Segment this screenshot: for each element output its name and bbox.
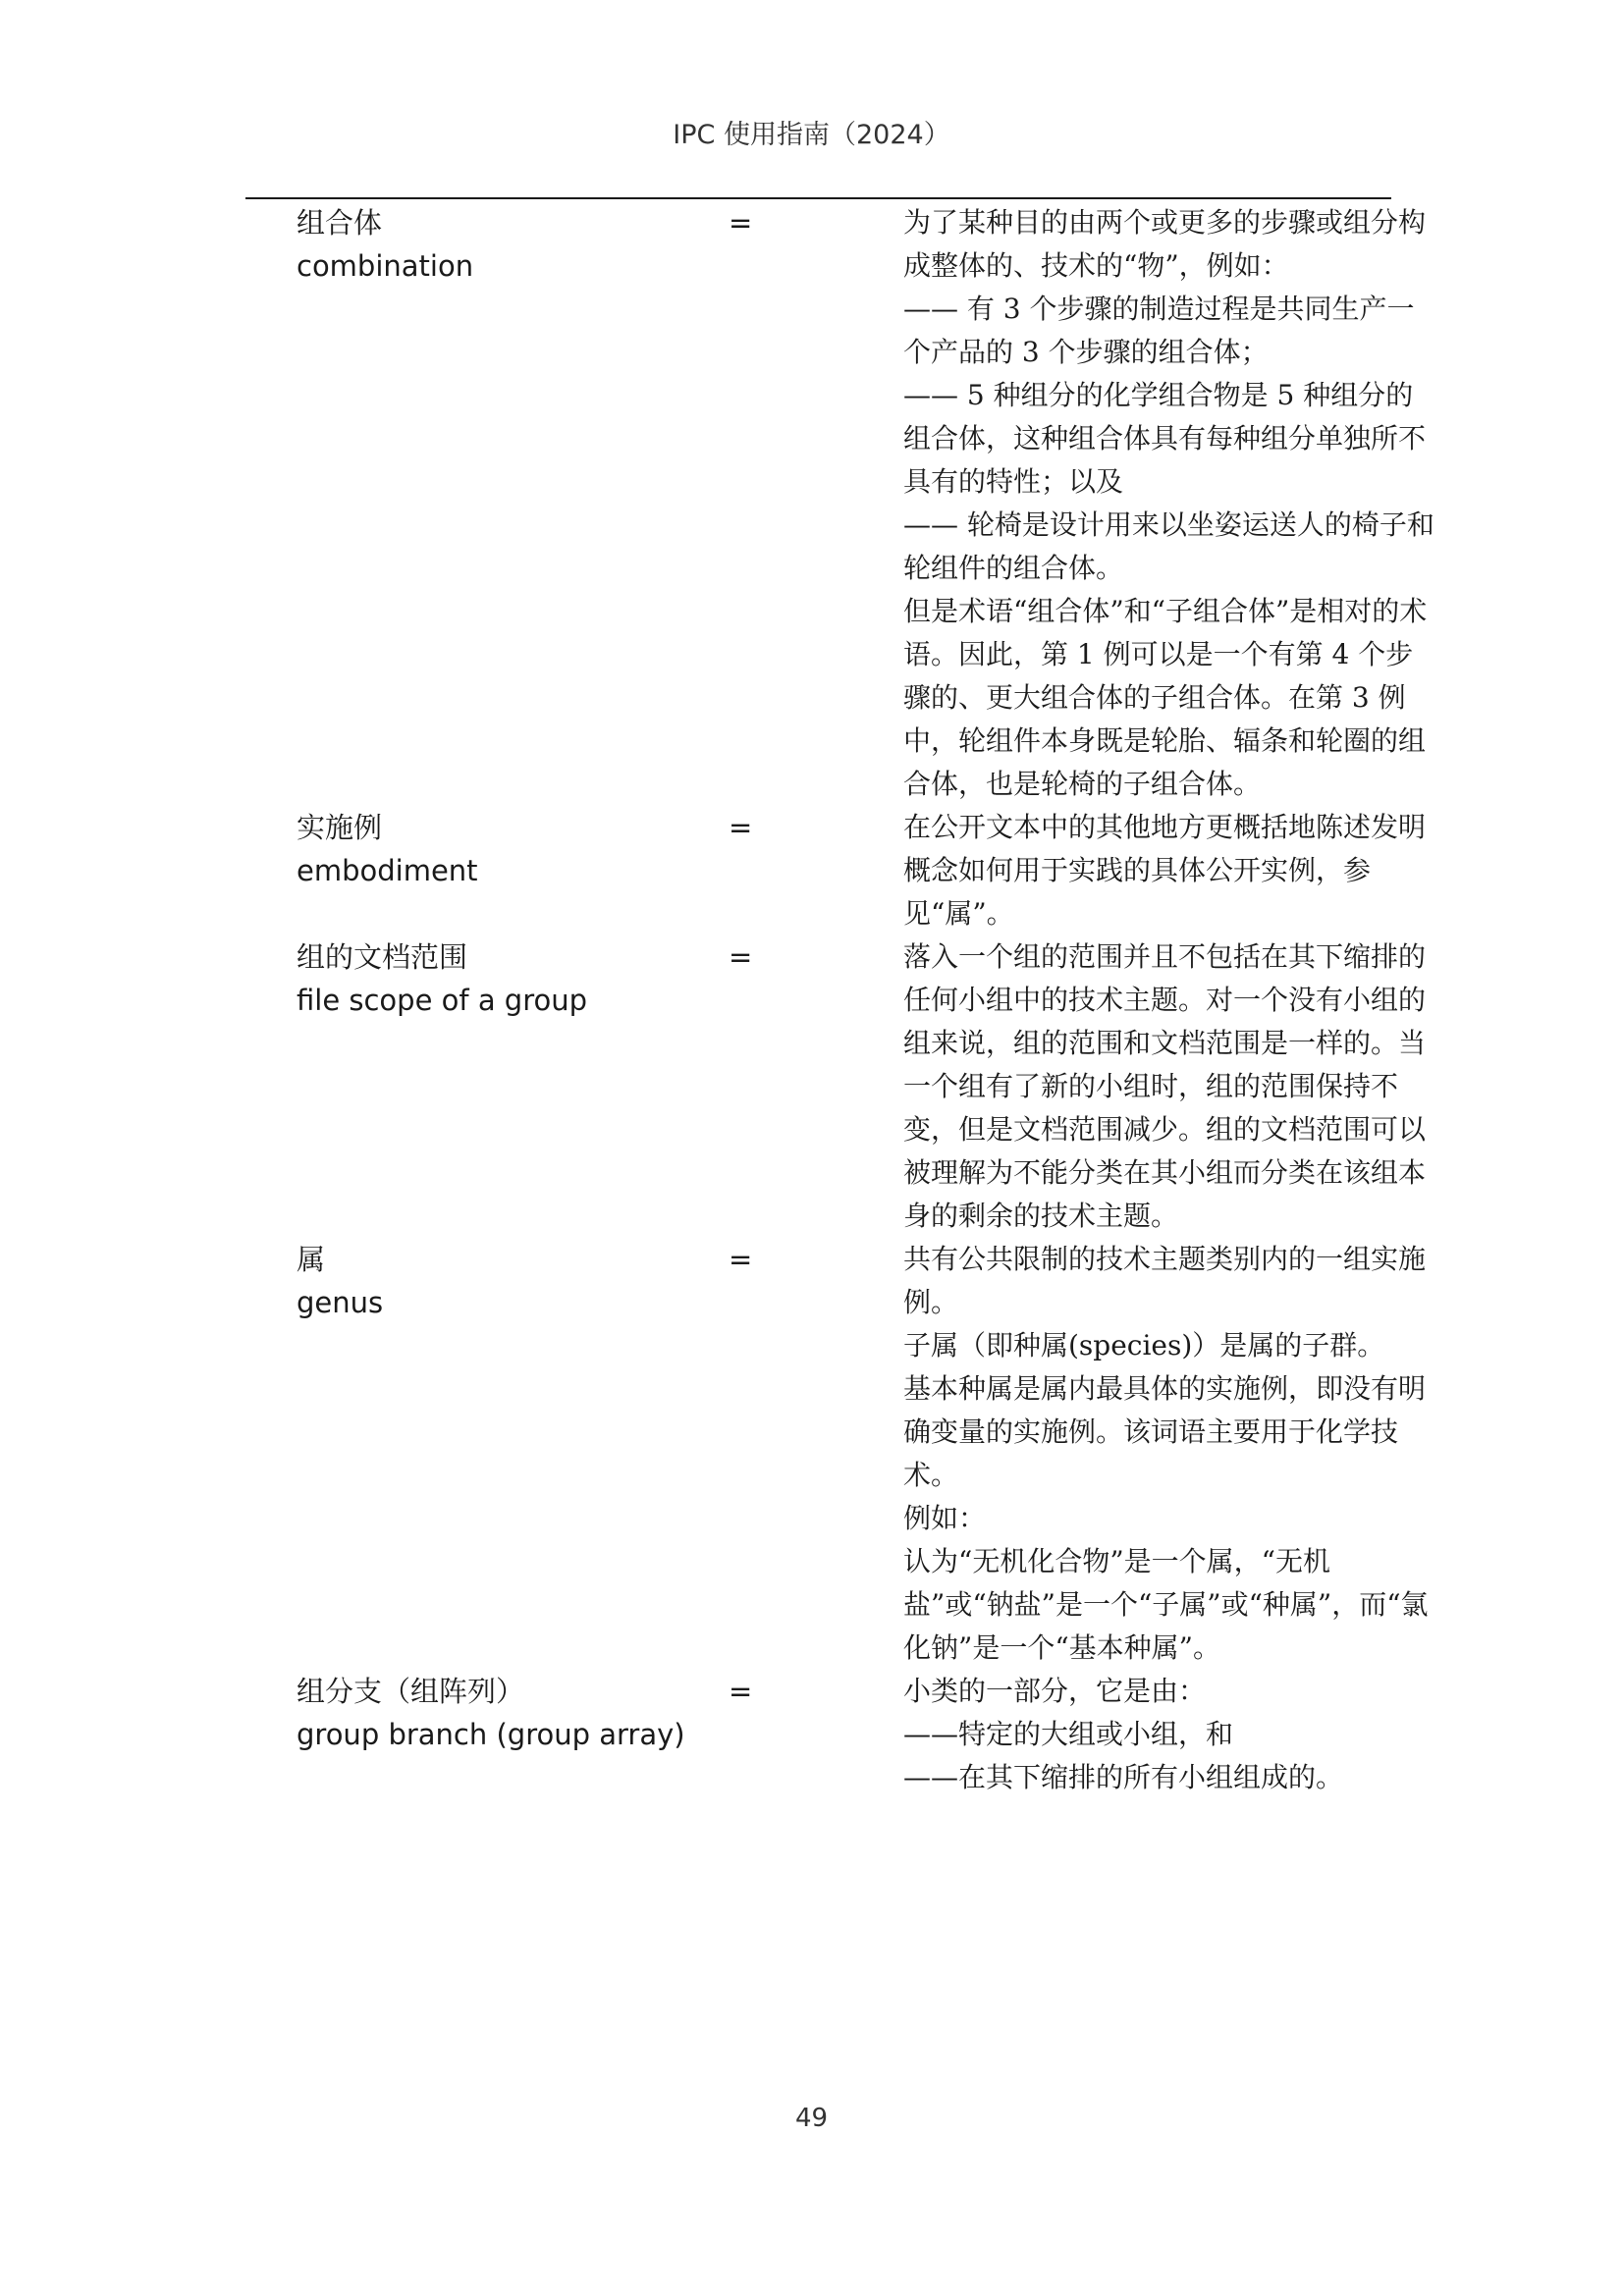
term-english: embodiment — [297, 854, 478, 887]
definition-paragraph: 小类的一部分，它是由： — [903, 1675, 1207, 1707]
term-cell — [297, 1670, 729, 1756]
page-number: 49 — [794, 2104, 829, 2133]
term-chinese: 属 — [297, 1243, 326, 1276]
definition-paragraph: —— 5 种组分的化学组合物是 5 种组分的组合体，这种组合体具有每种组分单独所不具有的特性；以及 — [903, 379, 1427, 498]
definition-paragraph: 为了某种目的由两个或更多的步骤或组分构成整体的、技术的“物”，例如： — [903, 206, 1427, 282]
equals-sign: = — [729, 1675, 753, 1708]
term-english: group branch (group array) — [297, 1718, 685, 1751]
definition-paragraph: 在公开文本中的其他地方更概括地陈述发明概念如何用于实践的具体公开实例，参见“属”。 — [903, 811, 1427, 930]
definition-paragraph: 例如： — [903, 1502, 987, 1534]
glossary-entry-file-scope — [297, 935, 1427, 1238]
definition-cell — [903, 201, 1435, 806]
definition-cell — [903, 806, 1435, 935]
definition-paragraph: 但是术语“组合体”和“子组合体”是相对的术语。因此，第 1 例可以是一个有第 4 个步骤的、更大组合体的子组合体。在第 3 例中，轮组件本身既是轮胎、辐条和轮圈的组合体，也是轮椅的子组合体。 — [903, 595, 1428, 800]
glossary-entry-group-branch — [297, 1670, 1357, 1799]
equals-sign: = — [729, 206, 753, 240]
term-chinese: 组的文档范围 — [297, 940, 468, 974]
definition-paragraph: ——在其下缩排的所有小组组成的。 — [903, 1761, 1344, 1793]
term-chinese: 组分支（组阵列） — [297, 1675, 525, 1708]
definition-paragraph: 落入一个组的范围并且不包括在其下缩排的任何小组中的技术主题。对一个没有小组的组来说，组的范围和文档范围是一样的。当一个组有了新的小组时，组的范围保持不变，但是文档范围减少。组的文档范围可以被理解为不能分类在其小组而分类在该组本身的剩余的技术主题。 — [903, 940, 1427, 1232]
glossary-entry-embodiment — [297, 806, 1427, 935]
definition-paragraph: 认为“无机化合物”是一个属，“无机盐”或“钠盐”是一个“子属”或“种属”，而“氯化钠”是一个“基本种属”。 — [903, 1545, 1429, 1664]
term-cell — [297, 806, 729, 892]
term-cell — [297, 935, 729, 1022]
definition-cell — [903, 935, 1435, 1238]
term-chinese: 实施例 — [297, 811, 383, 844]
term-chinese: 组合体 — [297, 206, 383, 240]
definition-cell — [903, 1238, 1435, 1670]
glossary-entry-genus — [297, 1238, 1429, 1670]
equals-sign: = — [729, 940, 753, 974]
header-rule — [245, 197, 1391, 199]
running-header: IPC 使用指南（2024） — [673, 120, 950, 150]
glossary-entry-combination — [297, 201, 1434, 806]
term-english: file scope of a group — [297, 984, 588, 1017]
definition-paragraph: —— 轮椅是设计用来以坐姿运送人的椅子和轮组件的组合体。 — [903, 508, 1434, 584]
definition-cell — [903, 1670, 1435, 1799]
equals-sign: = — [729, 1243, 753, 1276]
term-english: combination — [297, 249, 474, 283]
definition-paragraph: ——特定的大组或小组，和 — [903, 1718, 1234, 1750]
definition-paragraph: 子属（即种属(species)）是属的子群。 — [903, 1329, 1385, 1362]
definition-paragraph: —— 有 3 个步骤的制造过程是共同生产一个产品的 3 个步骤的组合体； — [903, 293, 1415, 368]
equals-sign: = — [729, 811, 753, 844]
definition-paragraph: 基本种属是属内最具体的实施例，即没有明确变量的实施例。该词语主要用于化学技术。 — [903, 1372, 1427, 1491]
term-english: genus — [297, 1286, 384, 1319]
term-cell — [297, 1238, 729, 1324]
glossary-table — [297, 201, 1434, 1799]
definition-paragraph: 共有公共限制的技术主题类别内的一组实施例。 — [903, 1243, 1427, 1318]
term-cell — [297, 201, 729, 288]
